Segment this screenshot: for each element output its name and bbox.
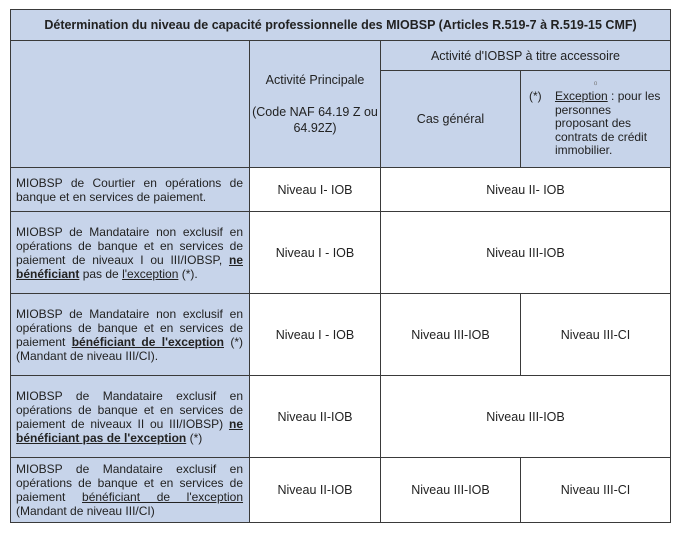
cell-principale: Niveau I - IOB — [250, 294, 381, 376]
row-label-text: (Mandant de niveau III/CI) — [16, 504, 155, 518]
row-label-text: (*). — [178, 266, 198, 281]
exception-word: Exception — [555, 89, 608, 104]
row-label — [11, 294, 250, 376]
row-label-text: MIOBSP de Courtier en opérations de banque et en services de paiement. — [16, 175, 243, 204]
header-activite-principale — [250, 41, 381, 168]
row-label — [11, 376, 250, 458]
exception-text-block — [521, 90, 670, 158]
cell-accessoire: Niveau II- IOB — [381, 168, 671, 212]
row-label-emphasis: ne bénéficiant — [16, 252, 243, 281]
header-row-1 — [11, 41, 671, 71]
row-label — [11, 168, 250, 212]
row-label — [11, 212, 250, 294]
row-label-text: pas de — [79, 266, 123, 281]
cell-exception: Niveau III-CI — [521, 458, 671, 523]
cell-principale: Niveau I - IOB — [250, 212, 381, 294]
row-label-text: (*) — [186, 430, 203, 445]
table-row — [11, 294, 671, 376]
header-principale-title: Activité Principale — [265, 73, 365, 87]
cell-accessoire: Niveau III-IOB — [381, 212, 671, 294]
cell-cas-general: Niveau III-IOB — [381, 294, 521, 376]
capacity-level-table — [10, 9, 671, 523]
exception-star: (*) — [529, 89, 542, 104]
row-label-text: MIOBSP de Mandataire non exclusif en opérations de banque et en services de paiement — [16, 306, 243, 349]
table-row — [11, 458, 671, 523]
table-row — [11, 212, 671, 294]
header-activite-accessoire: Activité d'IOBSP à titre accessoire — [381, 41, 671, 71]
row-label-underline: bénéficiant de l'exception — [82, 490, 244, 504]
row-label-text: MIOBSP de Mandataire exclusif en opérations de banque et en services de paiement — [16, 462, 243, 504]
row-label-underline: l'exception — [122, 266, 179, 281]
row-label — [11, 458, 250, 523]
row-label-text: (*) (Mandant de niveau III/CI). — [16, 334, 243, 363]
row-label-text: MIOBSP de Mandataire non exclusif en opérations de banque et en services de paiement de niveaux I ou III/IOBSP, — [16, 224, 243, 267]
empty-header-cell — [11, 41, 250, 168]
table-title: Détermination du niveau de capacité professionnelle des MIOBSP (Articles R.519-7 à R.519-15 CMF) — [11, 10, 671, 41]
cell-principale: Niveau II-IOB — [250, 376, 381, 458]
cell-principale: Niveau I- IOB — [250, 168, 381, 212]
cell-principale: Niveau II-IOB — [250, 458, 381, 523]
cell-accessoire: Niveau III-IOB — [381, 376, 671, 458]
exception-note-mark: ⁰ — [593, 80, 598, 91]
row-label-emphasis: ne bénéficiant pas de l'exception — [16, 416, 243, 445]
header-principale-code: (Code NAF 64.19 Z ou 64.92Z) — [252, 105, 378, 135]
header-cas-general: Cas général — [381, 71, 521, 168]
table-row — [11, 168, 671, 212]
exception-text: : pour les personnes proposant des contrats de crédit immobilier. — [555, 89, 661, 158]
exception-description — [555, 90, 664, 158]
header-exception — [521, 71, 671, 168]
cell-exception: Niveau III-CI — [521, 294, 671, 376]
row-label-emphasis: bénéficiant de l'exception — [71, 334, 224, 349]
table-row — [11, 376, 671, 458]
cell-cas-general: Niveau III-IOB — [381, 458, 521, 523]
title-row — [11, 10, 671, 41]
row-label-text: MIOBSP de Mandataire exclusif en opérations de banque et en services de paiement de niveaux II ou III/IOBSP) — [16, 388, 243, 431]
